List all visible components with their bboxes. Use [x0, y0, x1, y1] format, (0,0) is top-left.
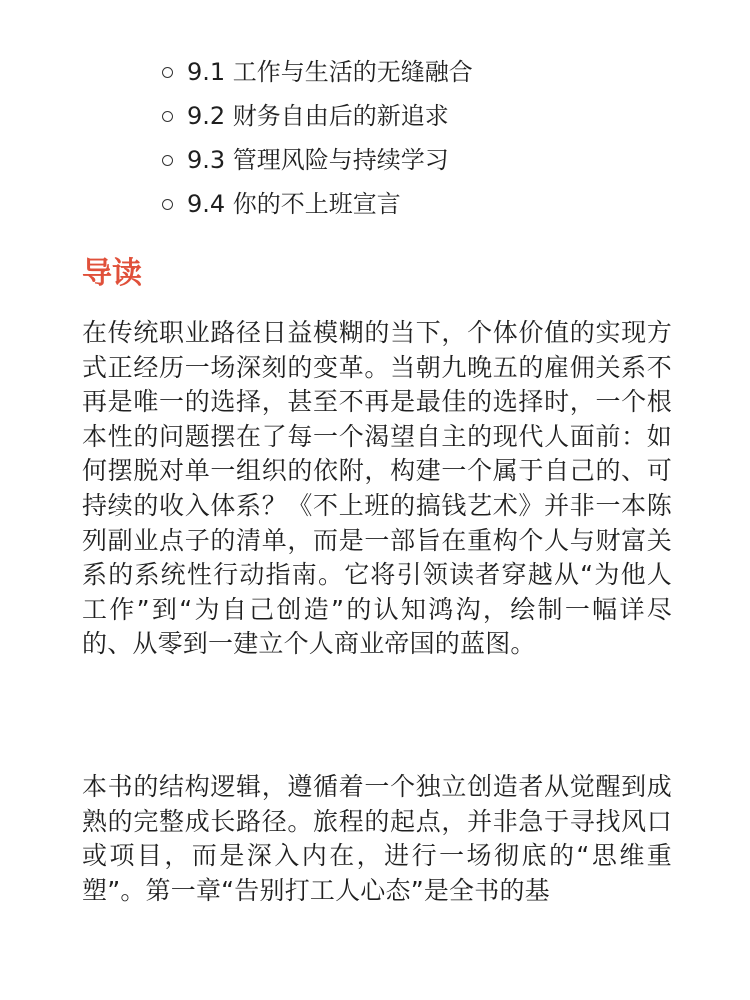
section-heading: 导读 [82, 256, 142, 291]
toc-item-9-2 [162, 94, 722, 138]
toc-item-label: 9.4 你的不上班宣言 [187, 190, 401, 218]
toc-item-9-1 [162, 50, 722, 94]
intro-paragraph-2: 本书的结构逻辑，遵循着一个独立创造者从觉醒到成熟的完整成长路径。旅程的起点，并非急于寻找风口或项目，而是深入内在，进行一场彻底的“思维重塑”。第一章“告别打工人心态”是全书的基 [82, 772, 672, 905]
toc-item-label: 9.1 工作与生活的无缝融合 [187, 58, 473, 86]
circle-bullet-icon [162, 199, 173, 210]
circle-bullet-icon [162, 155, 173, 166]
toc-item-9-3 [162, 138, 722, 182]
toc-item-label: 9.2 财务自由后的新追求 [187, 102, 449, 130]
intro-paragraph-1: 在传统职业路径日益模糊的当下，个体价值的实现方式正经历一场深刻的变革。当朝九晚五的雇佣关系不再是唯一的选择，甚至不再是最佳的选择时，一个根本性的问题摆在了每一个渴望自主的现代人面前：如何摆脱对单一组织的依附，构建一个属于自己的、可持续的收入体系？《不上班的搞钱艺术》并非一本陈列副业点子的清单，而是一部旨在重构个人与财富关系的系统性行动指南。它将引领读者穿越从“为他人工作”到“为自己创造”的认知鸿沟，绘制一幅详尽的、从零到一建立个人商业帝国的蓝图。 [82, 318, 672, 659]
toc-item-label: 9.3 管理风险与持续学习 [187, 146, 449, 174]
toc-list [162, 50, 722, 226]
toc-item-9-4 [162, 182, 722, 226]
circle-bullet-icon [162, 111, 173, 122]
circle-bullet-icon [162, 67, 173, 78]
